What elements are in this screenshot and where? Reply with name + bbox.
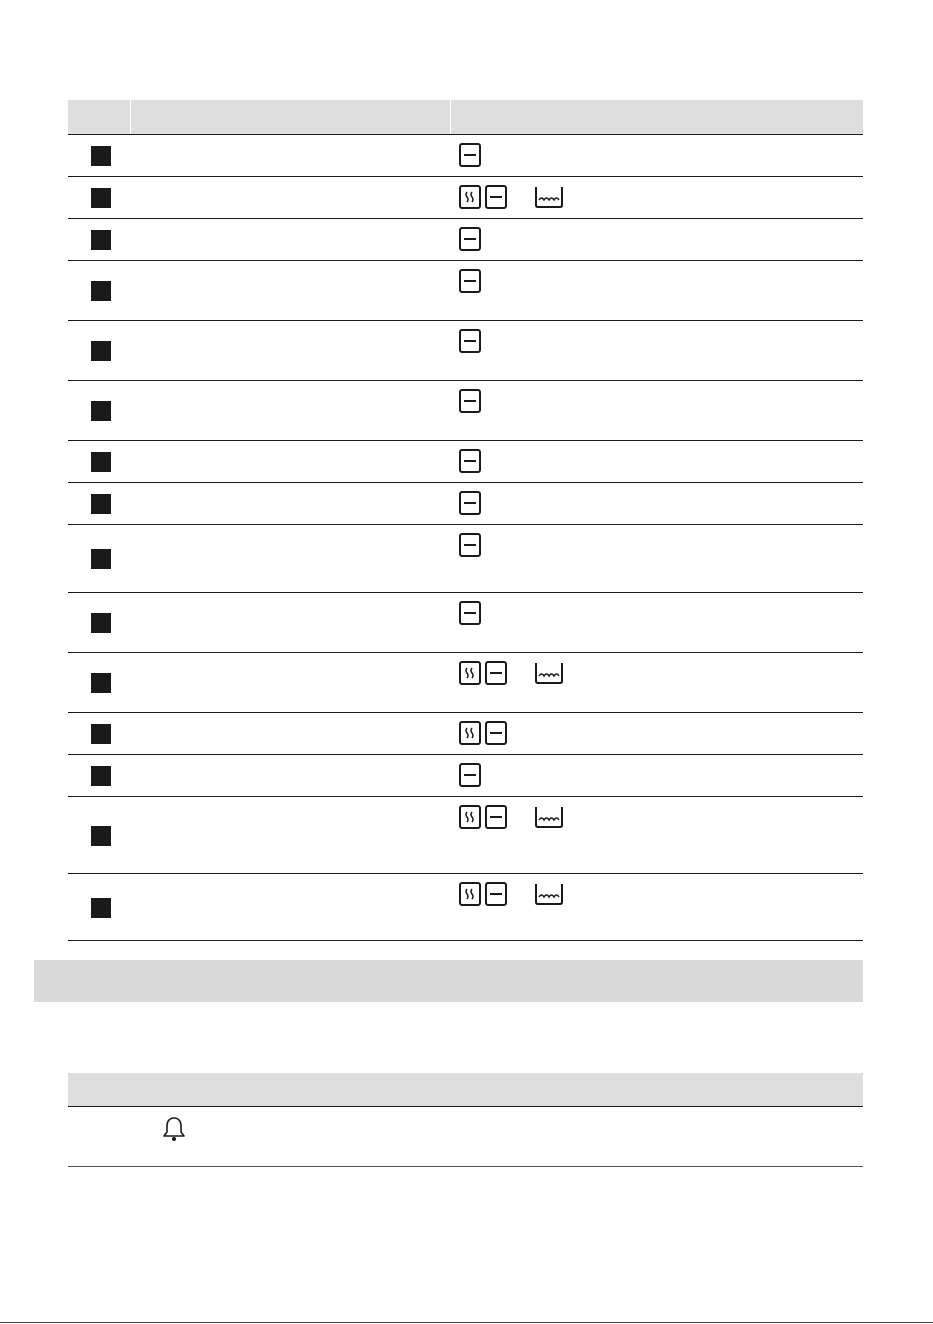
steam-icon [459, 882, 481, 906]
bottom-heat-icon [485, 661, 507, 685]
water-tray-icon [534, 882, 564, 906]
table-row [68, 219, 863, 261]
header-divider [450, 100, 451, 134]
section-heading-band [34, 960, 863, 1002]
table-row [68, 797, 863, 874]
bottom-heat-icon [459, 601, 481, 625]
bottom-heat-icon [459, 449, 481, 473]
table-row [68, 441, 863, 483]
table-row [68, 135, 863, 177]
second-table-row [68, 1107, 863, 1167]
row-marker-square [91, 341, 111, 361]
row-marker-square [91, 613, 111, 633]
row-marker-square [91, 724, 111, 744]
steam-icon [459, 721, 481, 745]
bottom-heat-icon [485, 805, 507, 829]
row-marker-square [91, 230, 111, 250]
table-row [68, 593, 863, 653]
table-row [68, 483, 863, 525]
table-row [68, 381, 863, 441]
water-tray-icon [534, 185, 564, 209]
bottom-heat-icon [459, 269, 481, 293]
row-marker-square [91, 549, 111, 569]
table-row [68, 653, 863, 713]
table-row [68, 525, 863, 593]
row-marker-square [91, 826, 111, 846]
row-marker-square [91, 188, 111, 208]
steam-icon [459, 661, 481, 685]
row-marker-square [91, 766, 111, 786]
bottom-heat-icon [459, 329, 481, 353]
bell-icon [161, 1115, 187, 1148]
bottom-heat-icon [459, 533, 481, 557]
bottom-heat-icon [485, 185, 507, 209]
row-marker-square [91, 673, 111, 693]
table-row [68, 713, 863, 755]
row-marker-square [91, 452, 111, 472]
water-tray-icon [534, 805, 564, 829]
bottom-heat-icon [485, 882, 507, 906]
bottom-heat-icon [459, 491, 481, 515]
row-marker-square [91, 401, 111, 421]
row-marker-square [91, 494, 111, 514]
page-bottom-rule [0, 1322, 933, 1323]
bottom-heat-icon [459, 389, 481, 413]
header-divider [130, 100, 131, 134]
steam-icon [459, 185, 481, 209]
steam-icon [459, 805, 481, 829]
table-row [68, 321, 863, 381]
bottom-heat-icon [459, 143, 481, 167]
row-marker-square [91, 146, 111, 166]
water-tray-icon [534, 661, 564, 685]
table-row [68, 261, 863, 321]
row-marker-square [91, 281, 111, 301]
second-table-header [68, 1073, 863, 1107]
row-marker-square [91, 898, 111, 918]
table-row [68, 874, 863, 941]
bottom-heat-icon [459, 763, 481, 787]
bottom-heat-icon [459, 227, 481, 251]
main-table-header [68, 100, 863, 135]
table-row [68, 755, 863, 797]
bottom-heat-icon [485, 721, 507, 745]
table-row [68, 177, 863, 219]
